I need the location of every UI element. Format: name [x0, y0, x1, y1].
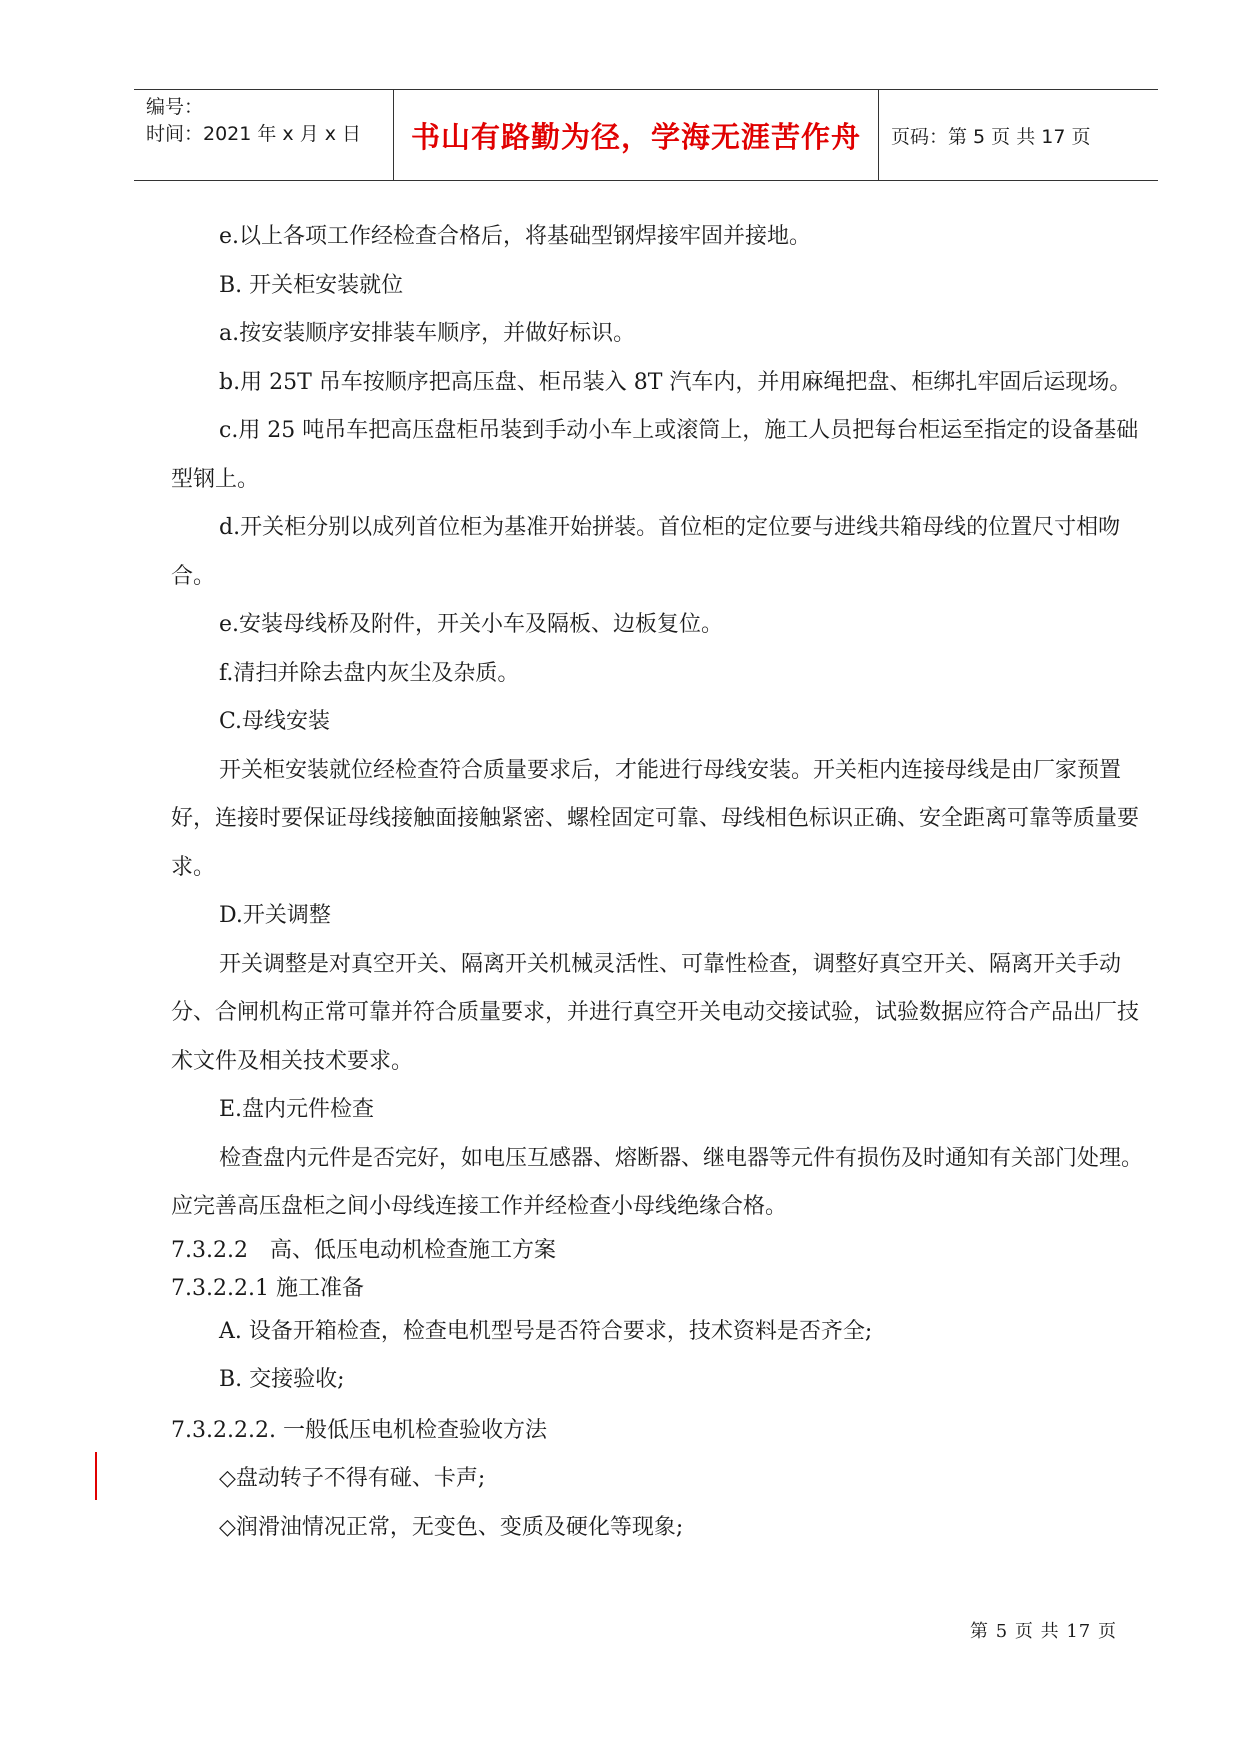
subheading: D.开关调整: [219, 903, 331, 928]
paragraph: f.清扫并除去盘内灰尘及杂质。: [219, 660, 520, 686]
paragraph: B. 交接验收;: [219, 1367, 345, 1392]
section-heading: 7.3.2.2.1 施工准备: [171, 1275, 364, 1301]
header-meta: [134, 90, 394, 180]
document-time-label: 时间：2021 年 x 月 x 日: [146, 123, 362, 145]
paragraph: a.按安装顺序安排装车顺序，并做好标识。: [219, 321, 636, 346]
page-footer: 第 5 页 共 17 页: [970, 1621, 1117, 1642]
header-page-info: 页码：第 5 页 共 17 页: [891, 125, 1091, 148]
subheading: C.母线安装: [219, 709, 331, 734]
header-motto: 书山有路勤为径，学海无涯苦作舟: [394, 90, 879, 180]
bullet-item: ◇盘动转子不得有碰、卡声;: [219, 1466, 486, 1491]
paragraph: A. 设备开箱检查，检查电机型号是否符合要求，技术资料是否齐全;: [219, 1318, 873, 1344]
document-number-label: 编号：: [146, 96, 204, 118]
paragraph: 开关调整是对真空开关、隔离开关机械灵活性、可靠性检查，调整好真空开关、隔离开关手动分、合闸机构正常可靠并符合质量要求，并进行真空开关电动交接试验，试验数据应符合产品出厂技术文件及相关技术要求。: [171, 951, 1140, 1074]
page-header: [134, 89, 1158, 181]
paragraph: d.开关柜分别以成列首位柜为基准开始拼装。首位柜的定位要与进线共箱母线的位置尺寸相吻合。: [171, 515, 1121, 589]
paragraph: 开关柜安装就位经检查符合质量要求后，才能进行母线安装。开关柜内连接母线是由厂家预置好，连接时要保证母线接触面接触紧密、螺栓固定可靠、母线相色标识正确、安全距离可靠等质量要求。: [171, 757, 1140, 880]
paragraph: b.用 25T 吊车按顺序把高压盘、柜吊装入 8T 汽车内，并用麻绳把盘、柜绑扎牢固后运现场。: [219, 369, 1132, 395]
section-heading: 7.3.2.2 高、低压电动机检查施工方案: [171, 1237, 556, 1263]
bullet-item: ◇润滑油情况正常，无变色、变质及硬化等现象;: [219, 1514, 684, 1540]
revision-mark: [95, 1452, 97, 1500]
document-body: [171, 213, 1156, 1552]
paragraph: e.以上各项工作经检查合格后，将基础型钢焊接牢固并接地。: [219, 224, 812, 249]
paragraph: c.用 25 吨吊车把高压盘柜吊装到手动小车上或滚筒上，施工人员把每台柜运至指定的设备基础型钢上。: [171, 418, 1139, 492]
paragraph: 检查盘内元件是否完好，如电压互感器、熔断器、继电器等元件有损伤及时通知有关部门处理。应完善高压盘柜之间小母线连接工作并经检查小母线绝缘合格。: [171, 1145, 1144, 1219]
section-heading: 7.3.2.2.2. 一般低压电机检查验收方法: [171, 1417, 547, 1443]
paragraph: e.安装母线桥及附件，开关小车及隔板、边板复位。: [219, 612, 724, 637]
paragraph: B. 开关柜安装就位: [219, 272, 404, 298]
subheading: E.盘内元件检查: [219, 1097, 375, 1122]
